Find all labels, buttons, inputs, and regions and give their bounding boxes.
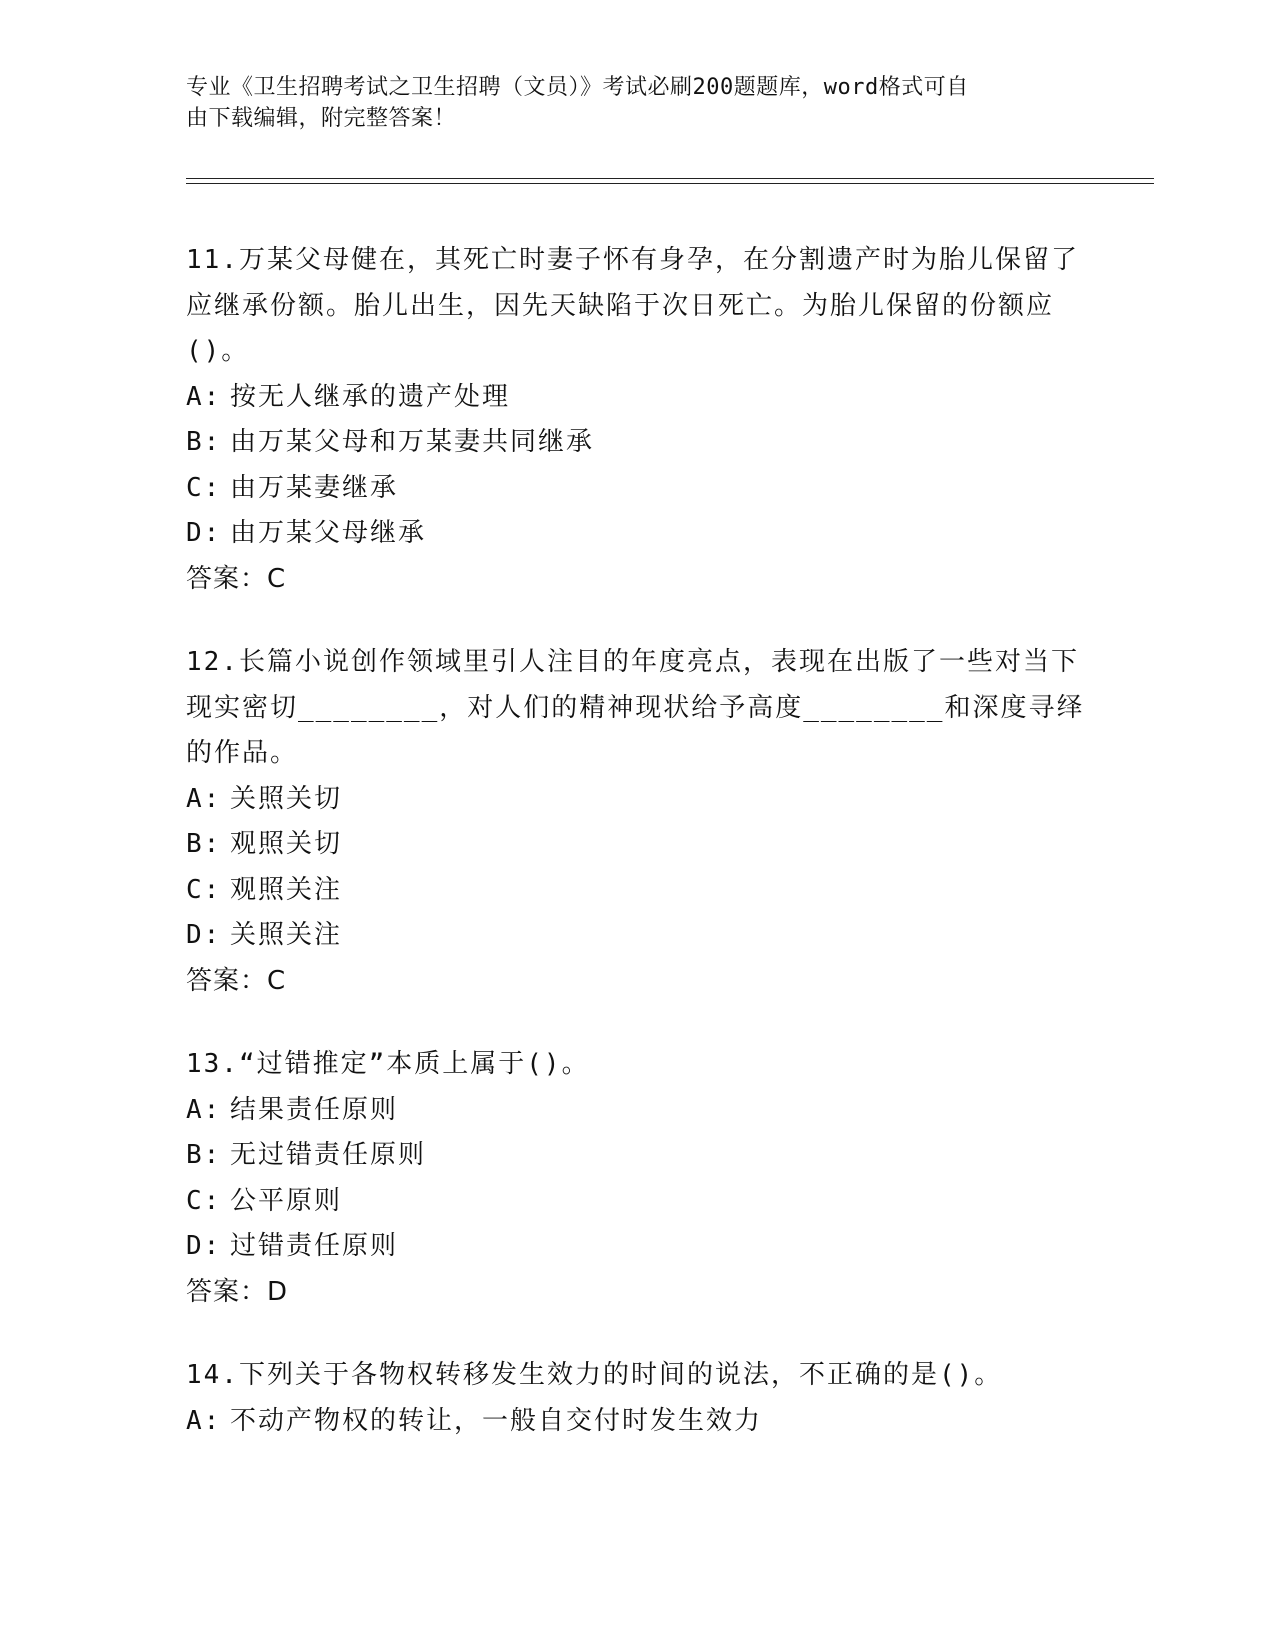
option-letter: B: [186, 829, 222, 859]
question-list [186, 238, 1086, 1482]
header-line-1: 专业《卫生招聘考试之卫生招聘（文员）》考试必刷200题题库，word格式可自 [186, 75, 969, 100]
question-stem: 11.万某父母健在，其死亡时妻子怀有身孕，在分割遗产时为胎儿保留了应继承份额。胎儿出生，因先天缺陷于次日死亡。为胎儿保留的份额应()。 [186, 245, 1079, 366]
question-stem: 12.长篇小说创作领域里引人注目的年度亮点，表现在出版了一些对当下现实密切________，对人们的精神现状给予高度________和深度寻绎的作品。 [186, 647, 1085, 768]
option-letter: A: [186, 1094, 222, 1125]
option-letter: D: [186, 920, 222, 950]
option-letter: C: [186, 1185, 222, 1216]
option-c [186, 466, 1086, 512]
option-text: 由万某父母和万某妻共同继承 [230, 427, 595, 457]
option-text: 过错责任原则 [230, 1231, 399, 1261]
option-text: 关照关注 [230, 920, 343, 950]
question-stem: 14.下列关于各物权转移发生效力的时间的说法，不正确的是()。 [186, 1360, 1003, 1390]
option-a [186, 1399, 1086, 1445]
header-rule-top [186, 178, 1154, 179]
option-a [186, 777, 1086, 823]
option-letter: A: [186, 783, 222, 814]
question-stem: 13.“过错推定”本质上属于()。 [186, 1049, 590, 1079]
document-header [186, 72, 1066, 134]
option-text: 观照关切 [230, 829, 343, 859]
option-text: 不动产物权的转让，一般自交付时发生效力 [230, 1405, 763, 1436]
option-letter: B: [186, 1140, 222, 1170]
option-text: 观照关注 [230, 874, 343, 905]
option-b [186, 420, 1086, 466]
answer-line: 答案：C [186, 563, 287, 594]
option-text: 由万某妻继承 [230, 472, 399, 503]
option-b [186, 822, 1086, 868]
option-d [186, 913, 1086, 959]
option-d [186, 1224, 1086, 1270]
header-rule-bottom [186, 183, 1154, 184]
option-a [186, 375, 1086, 421]
answer-line: 答案：D [186, 1276, 289, 1307]
option-c [186, 1179, 1086, 1225]
option-letter: C: [186, 472, 222, 503]
answer-line: 答案：C [186, 965, 287, 996]
option-c [186, 868, 1086, 914]
option-text: 由万某父母继承 [230, 518, 427, 548]
question-12 [186, 640, 1086, 1004]
header-line-2: 由下载编辑，附完整答案！ [186, 106, 457, 131]
option-text: 无过错责任原则 [230, 1140, 427, 1170]
option-text: 结果责任原则 [230, 1094, 399, 1125]
option-letter: D: [186, 1231, 222, 1261]
option-letter: C: [186, 874, 222, 905]
option-letter: B: [186, 427, 222, 457]
option-a [186, 1088, 1086, 1134]
option-text: 公平原则 [230, 1185, 343, 1216]
option-d [186, 511, 1086, 557]
option-b [186, 1133, 1086, 1179]
question-13 [186, 1042, 1086, 1315]
question-14 [186, 1353, 1086, 1444]
question-11 [186, 238, 1086, 602]
option-text: 按无人继承的遗产处理 [230, 381, 511, 412]
option-letter: D: [186, 518, 222, 548]
option-text: 关照关切 [230, 783, 343, 814]
option-letter: A: [186, 381, 222, 412]
option-letter: A: [186, 1405, 222, 1436]
